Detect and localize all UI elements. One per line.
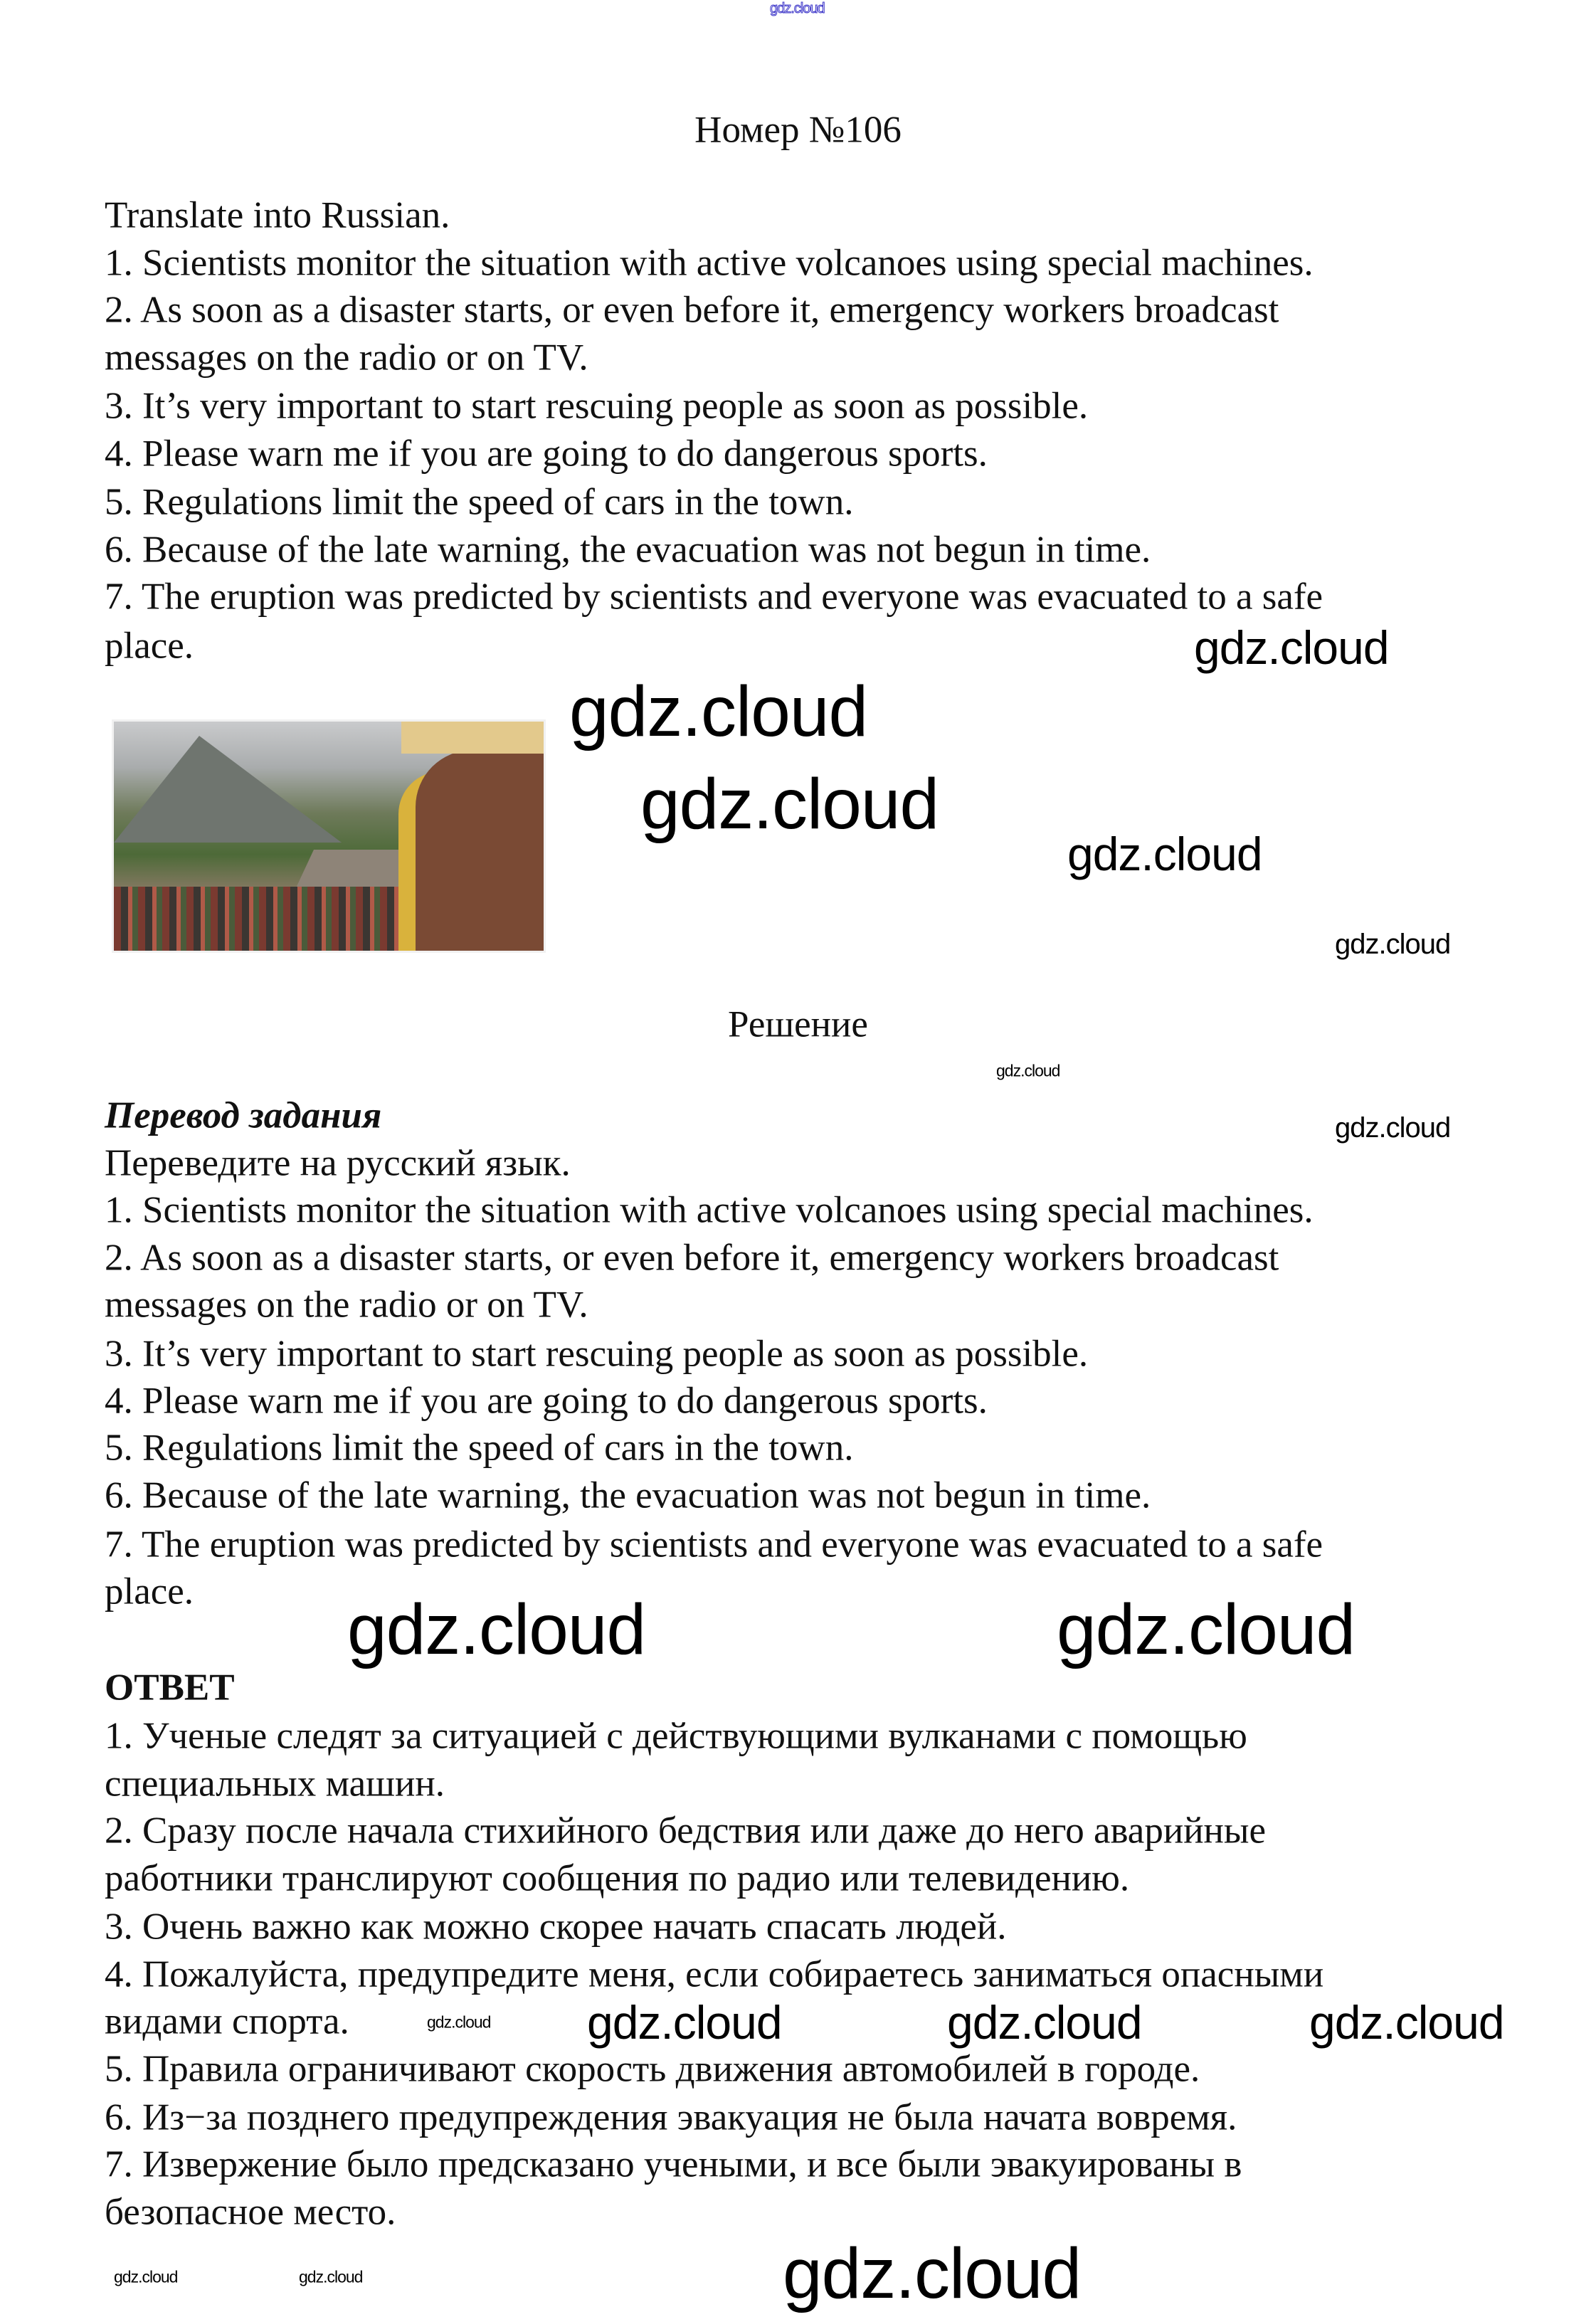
answer-line: 4. Пожалуйста, предупредите меня, если собираетесь заниматься опасными [105,1953,1324,1995]
volcano-evacuation-photo [114,722,544,951]
answer-heading: ОТВЕТ [105,1667,235,1709]
task-line: messages on the radio or on TV. [105,337,588,379]
translation-line: 4. Please warn me if you are going to do dangerous sports. [105,1380,988,1422]
translation-line: 7. The eruption was predicted by scientists and everyone was evacuated to a safe [105,1524,1323,1566]
task-line: 6. Because of the late warning, the evacuation was not begun in time. [105,529,1151,571]
task-line: place. [105,625,194,667]
answer-line: 1. Ученые следят за ситуацией с действующими вулканами с помощью [105,1715,1247,1757]
watermark: gdz.cloud [1057,1590,1355,1669]
watermark: gdz.cloud [1309,1996,1504,2049]
watermark: gdz.cloud [947,1996,1142,2049]
task-line: 3. It’s very important to start rescuing people as soon as possible. [105,385,1089,427]
translation-line: 6. Because of the late warning, the evacuation was not begun in time. [105,1474,1151,1516]
answer-line: 2. Сразу после начала стихийного бедствия или даже до него аварийные [105,1810,1267,1852]
answer-line: безопасное место. [105,2191,396,2233]
translation-line: place. [105,1571,194,1613]
task-line: 1. Scientists monitor the situation with active volcanoes using special machines. [105,242,1314,284]
translation-line: messages on the radio or on TV. [105,1284,588,1326]
answer-line: 7. Извержение было предсказано учеными, и все были эвакуированы в [105,2143,1242,2185]
task-line: 7. The eruption was predicted by scientists and everyone was evacuated to a safe [105,576,1323,618]
watermark: gdz.cloud [770,1,825,16]
solution-heading: Решение [728,1003,868,1045]
answer-line: работники транслируют сообщения по радио или телевидению. [105,1857,1130,1899]
watermark: gdz.cloud [569,672,868,751]
translation-heading: Перевод задания [105,1094,382,1136]
answer-line: специальных машин. [105,1763,445,1805]
task-line: 4. Please warn me if you are going to do dangerous sports. [105,433,988,475]
watermark: gdz.cloud [783,2234,1082,2313]
task-intro: Translate into Russian. [105,194,450,236]
watermark: gdz.cloud [347,1590,646,1669]
watermark: gdz.cloud [299,2267,363,2286]
translation-line: 3. It’s very important to start rescuing people as soon as possible. [105,1333,1089,1375]
answer-line: 3. Очень важно как можно скорее начать спасать людей. [105,1906,1007,1948]
page-title: Номер №106 [694,109,902,151]
translation-intro: Переведите на русский язык. [105,1142,571,1184]
answer-line: 6. Из−за позднего предупреждения эвакуация не была начата вовремя. [105,2096,1237,2138]
watermark: gdz.cloud [1335,929,1451,960]
watermark: gdz.cloud [640,764,939,844]
translation-line: 5. Regulations limit the speed of cars in the town. [105,1427,854,1469]
answer-line: видами спорта. [105,2000,349,2042]
watermark: gdz.cloud [996,1061,1060,1080]
watermark: gdz.cloud [1194,621,1389,674]
task-line: 2. As soon as a disaster starts, or even before it, emergency workers broadcast [105,289,1279,331]
watermark: gdz.cloud [1335,1112,1451,1144]
translation-line: 1. Scientists monitor the situation with active volcanoes using special machines. [105,1189,1314,1231]
task-line: 5. Regulations limit the speed of cars in the town. [105,481,854,523]
watermark: gdz.cloud [114,2267,178,2286]
translation-line: 2. As soon as a disaster starts, or even before it, emergency workers broadcast [105,1237,1279,1279]
watermark: gdz.cloud [587,1996,782,2049]
watermark: gdz.cloud [1067,828,1262,880]
answer-line: 5. Правила ограничивают скорость движения автомобилей в городе. [105,2048,1200,2090]
watermark: gdz.cloud [427,2012,491,2032]
